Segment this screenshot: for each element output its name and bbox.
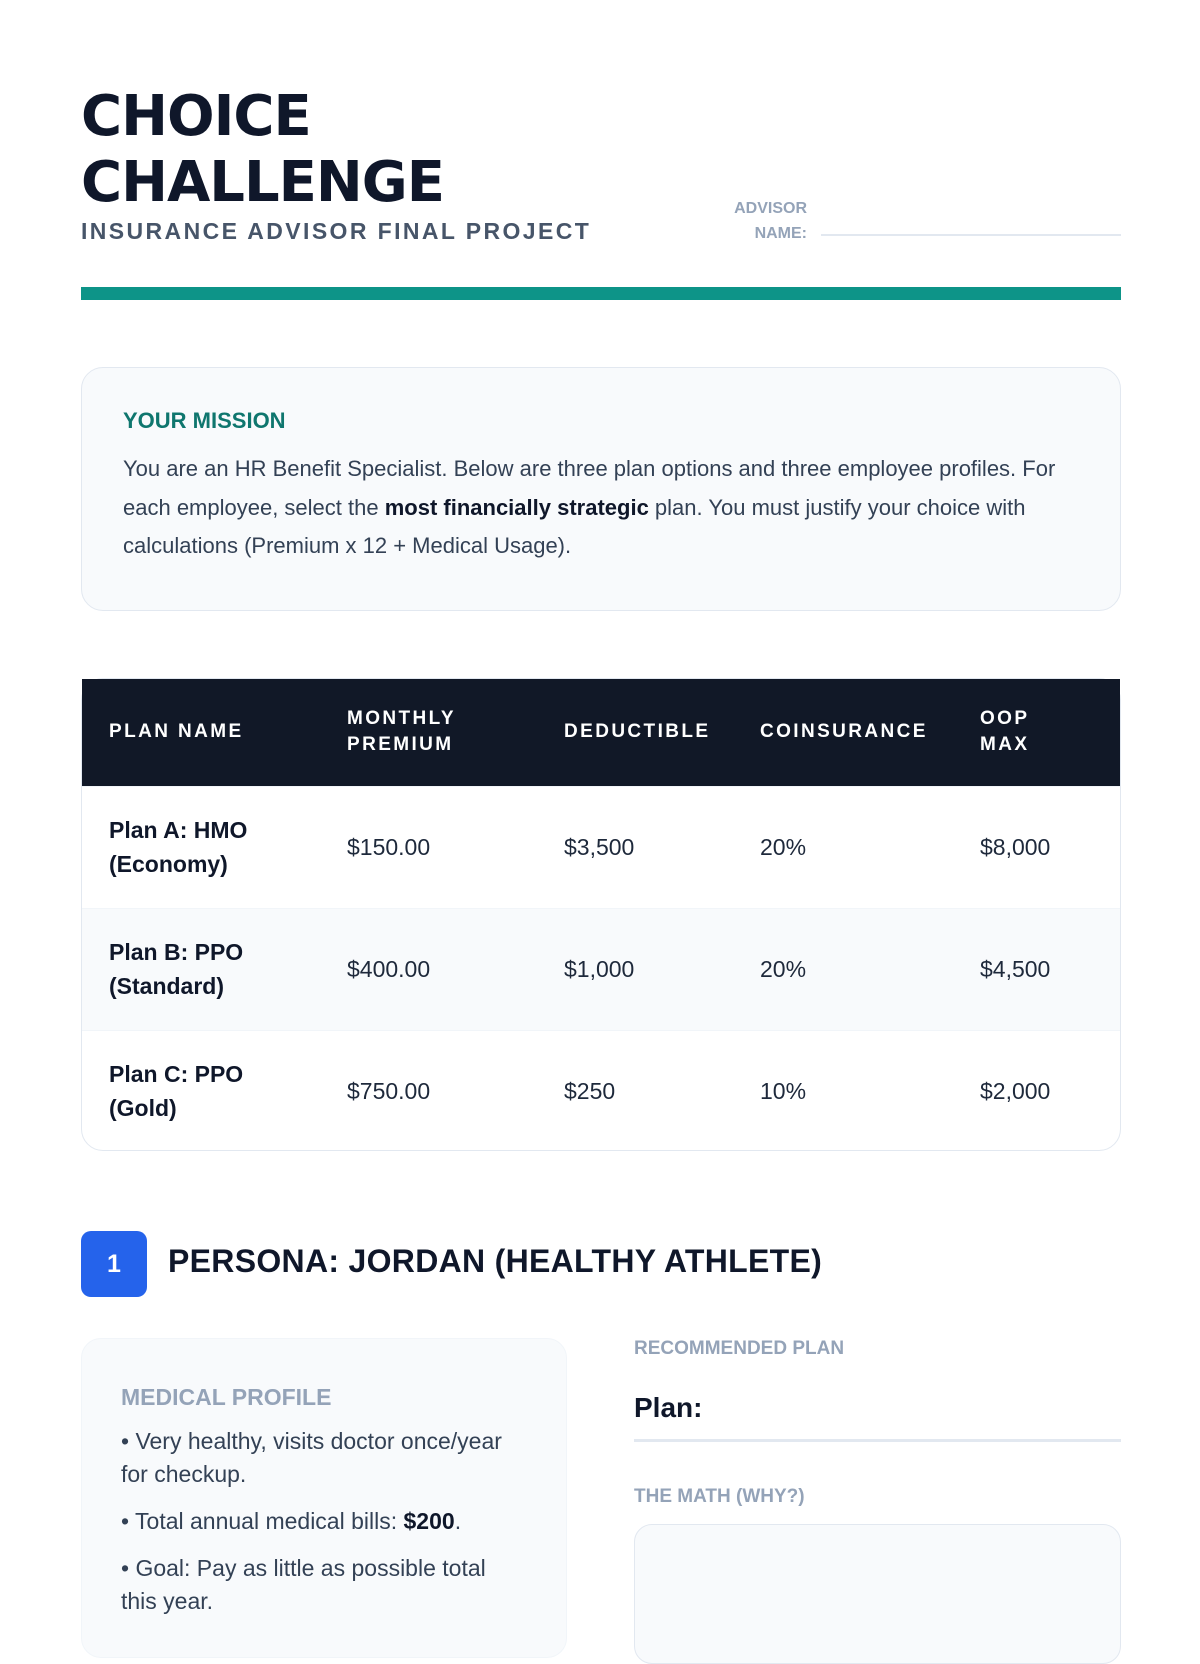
coinsurance-cell: 20% <box>760 955 807 982</box>
recommended-plan-label: RECOMMENDED PLAN <box>634 1338 845 1359</box>
monthly-premium-cell: $750.00 <box>347 1077 431 1104</box>
plans-table-card <box>81 678 1121 1151</box>
page-title <box>81 84 444 216</box>
plan-name-line-1: Plan A: HMO <box>109 817 248 843</box>
deductible-cell: $250 <box>564 1077 616 1104</box>
annual-bills-amount: $200 <box>403 1508 455 1534</box>
coinsurance-cell: 10% <box>760 1077 807 1104</box>
mission-text-end: plan. You must justify your choice with calculations (Premium x 12 + Medical Usage). <box>123 494 1026 558</box>
plans-table <box>82 679 1120 1152</box>
list-item <box>121 1505 527 1538</box>
title-line-1: CHOICE <box>81 84 311 149</box>
plan-name-cell <box>82 1030 320 1152</box>
plan-name-line-2: (Economy) <box>109 851 228 877</box>
column-header-plan-name: PLAN NAME <box>109 721 244 743</box>
deductible-cell: $3,500 <box>564 833 635 860</box>
plan-answer-field[interactable] <box>634 1439 1121 1442</box>
oop-max-cell: $8,000 <box>980 833 1051 860</box>
persona-1-heading <box>81 1231 1121 1297</box>
deductible-cell: $1,000 <box>564 955 635 982</box>
advisor-label-line-2: NAME: <box>754 225 807 242</box>
table-row <box>82 1030 1120 1152</box>
column-header-oop-max: OOP MAX <box>980 708 1030 756</box>
advisor-label-line-1: ADVISOR <box>734 200 807 217</box>
plan-name-line-1: Plan C: PPO <box>109 1061 244 1088</box>
oop-max-cell: $4,500 <box>980 955 1051 982</box>
mission-card <box>81 367 1121 611</box>
plan-name-cell <box>82 786 320 908</box>
monthly-premium-cell: $400.00 <box>347 955 431 982</box>
plan-name-line-1: Plan B: PPO <box>109 939 244 965</box>
header-accent-divider <box>81 287 1121 300</box>
page-header <box>81 84 1121 244</box>
math-answer-box[interactable] <box>634 1524 1121 1664</box>
plan-name-line-2: (Gold) <box>109 1095 177 1122</box>
page-subtitle: INSURANCE ADVISOR FINAL PROJECT <box>81 218 592 244</box>
advisor-name-field[interactable] <box>821 234 1121 236</box>
list-item: • Very healthy, visits doctor once/year for checkup. <box>121 1428 502 1487</box>
plan-field-label: Plan: <box>634 1392 703 1423</box>
mission-text <box>123 450 1079 566</box>
table-header-row <box>82 679 1120 786</box>
list-item: • Goal: Pay as little as possible total this year. <box>121 1555 486 1614</box>
mission-text-emphasis: most financially strategic <box>384 494 649 520</box>
title-line-2: CHALLENGE <box>81 150 445 215</box>
mission-title: YOUR MISSION <box>123 408 286 433</box>
bullet-text: • Total annual medical bills: <box>121 1508 404 1534</box>
medical-profile-card <box>81 1338 567 1658</box>
persona-title: PERSONA: JORDAN (HEALTHY ATHLETE) <box>168 1243 823 1279</box>
medical-profile-list <box>121 1425 527 1618</box>
persona-number-badge: 1 <box>81 1231 147 1297</box>
mission-text-start: You are an HR Benefit Specialist. Below are three plan options and three employee profiles. For each employee, select the <box>123 456 1056 520</box>
recommendation-column <box>634 1338 1121 1600</box>
bullet-text-end: . <box>454 1508 462 1534</box>
oop-max-cell: $2,000 <box>980 1077 1051 1104</box>
column-header-deductible: DEDUCTIBLE <box>564 721 711 743</box>
coinsurance-cell: 20% <box>760 833 807 860</box>
monthly-premium-cell: $150.00 <box>347 833 431 860</box>
advisor-name-label <box>681 196 807 246</box>
medical-profile-title: MEDICAL PROFILE <box>121 1384 332 1410</box>
column-header-coinsurance: COINSURANCE <box>760 721 928 743</box>
table-row <box>82 786 1120 908</box>
column-header-monthly-premium: MONTHLY PREMIUM <box>347 708 456 756</box>
math-label: THE MATH (WHY?) <box>634 1486 805 1507</box>
plan-name-line-2: (Standard) <box>109 973 224 999</box>
table-row <box>82 908 1120 1030</box>
plan-name-cell <box>82 908 320 1030</box>
